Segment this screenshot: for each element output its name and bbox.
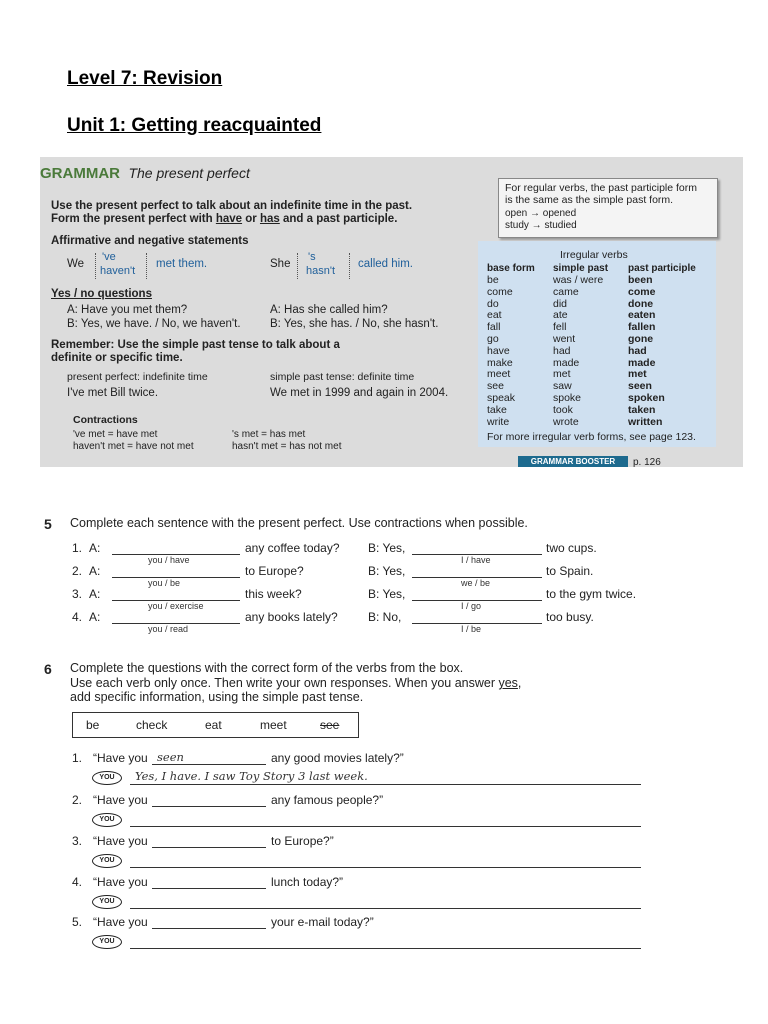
ex6-instruction-1: Complete the questions with the correct form of the verbs from the box. (70, 661, 464, 675)
we-label: We (67, 258, 85, 270)
you-badge: YOU (92, 935, 122, 949)
sentence-a-end: this week? (245, 587, 302, 601)
irr-base-form: do (487, 297, 499, 310)
irr-past-participle: gone (628, 332, 654, 345)
verb-blank[interactable] (152, 847, 266, 848)
contractions-heading: Contractions (73, 414, 138, 426)
question-start: “Have you (93, 875, 148, 889)
irr-simple-past: was / were (553, 274, 604, 286)
q2-a: A: Has she called him? (270, 304, 388, 316)
remember-2: definite or specific time. (51, 352, 183, 364)
irr-header-pp: past participle (628, 263, 696, 274)
item-number: 4. (72, 610, 83, 624)
verb-hint-a: you / be (148, 578, 181, 588)
speaker-a: A: (89, 564, 101, 578)
verb-blank[interactable] (152, 928, 266, 929)
q1-a: A: Have you met them? (67, 304, 188, 316)
ex6-number: 6 (44, 661, 52, 677)
irr-base-form: meet (487, 368, 511, 381)
irr-past-participle: been (628, 274, 653, 286)
written-response: Yes, I have. I saw Toy Story 3 last week. (135, 769, 368, 783)
item-number: 1. (72, 541, 83, 555)
irr-base-column (487, 275, 515, 428)
sentence-a-end: to Europe? (245, 564, 304, 578)
irr-base-form: make (487, 356, 513, 369)
sentence-a-end: any books lately? (245, 610, 338, 624)
ex6-instruction-3: add specific information, using the simple past tense. (70, 690, 364, 704)
question-end: to Europe?” (271, 834, 334, 848)
irr-past-participle: seen (628, 380, 652, 393)
filled-verb: seen (157, 750, 184, 764)
sentence-a-end: any coffee today? (245, 541, 340, 555)
irr-past-participle: done (628, 297, 654, 310)
you-badge: YOU (92, 854, 122, 868)
question-end: lunch today?” (271, 875, 344, 889)
irr-past-participle: made (628, 356, 656, 369)
contraction-1: 've met = have met (73, 429, 158, 440)
remember-1: Remember: Use the simple past tense to talk about a (51, 339, 340, 351)
irr-simple-past: made (553, 356, 580, 369)
irr-simple-past: saw (553, 380, 572, 393)
irr-base-form: go (487, 332, 499, 345)
irr-simple-past: spoke (553, 391, 582, 404)
booster-page: p. 126 (633, 457, 661, 468)
ex5-number: 5 (44, 516, 52, 532)
question-start: “Have you (93, 834, 148, 848)
irr-past-participle: spoken (628, 391, 665, 404)
question-start: “Have you (93, 751, 148, 765)
verb-blank[interactable] (152, 888, 266, 889)
item-number: 2. (72, 793, 83, 807)
irr-base-form: fall (487, 321, 501, 334)
irr-simple-past: fell (553, 321, 567, 334)
speaker-b: B: Yes, (368, 564, 406, 578)
regular-note-1: For regular verbs, the past participle form (505, 182, 697, 194)
regular-example-2: study → studied (505, 220, 577, 231)
irr-past-column (553, 275, 603, 428)
item-number: 5. (72, 915, 83, 929)
question-end: any good movies lately?” (271, 751, 404, 765)
item-number: 3. (72, 587, 83, 601)
irr-simple-past: ate (553, 309, 568, 322)
sp-example: We met in 1999 and again in 2004. (270, 387, 449, 399)
contraction-3: 's met = has met (232, 429, 306, 440)
item-number: 4. (72, 875, 83, 889)
contraction-2: haven't met = have not met (73, 441, 194, 452)
irr-simple-past: went (553, 332, 576, 345)
yes-no-heading: Yes / no questions (51, 288, 152, 300)
q2-b: B: Yes, she has. / No, she hasn't. (270, 318, 439, 330)
irregular-heading: Irregular verbs (560, 249, 628, 261)
ve-label: 've (102, 251, 116, 263)
pp-example: I've met Bill twice. (67, 387, 159, 399)
verb-check: check (136, 718, 168, 732)
question-end: any famous people?” (271, 793, 384, 807)
unit-title: Unit 1: Getting reacquainted (67, 115, 322, 136)
response-line[interactable] (130, 784, 641, 785)
grammar-intro-1: Use the present perfect to talk about an indefinite time in the past. (51, 200, 413, 212)
irr-simple-past: did (553, 297, 568, 310)
irr-base-form: come (487, 285, 513, 298)
question-start: “Have you (93, 915, 148, 929)
havent-label: haven't (100, 265, 136, 277)
irr-past-participle: fallen (628, 321, 656, 334)
contraction-4: hasn't met = has not met (232, 441, 342, 452)
irr-past-participle: had (628, 344, 647, 357)
sentence-b-end: to Spain. (546, 564, 594, 578)
regular-note-2: is the same as the simple past form. (505, 194, 674, 206)
q1-b: B: Yes, we have. / No, we haven't. (67, 318, 241, 330)
divider (349, 253, 350, 279)
verb-hint-b: I / be (461, 624, 482, 634)
irr-simple-past: had (553, 344, 571, 357)
irr-simple-past: came (553, 285, 579, 298)
verb-blank[interactable] (152, 764, 266, 765)
verb-hint-a: you / read (148, 624, 189, 634)
grammar-intro-2: Form the present perfect with have or has and a past participle. (51, 213, 398, 225)
ex5-instruction: Complete each sentence with the present perfect. Use contractions when possible. (70, 516, 528, 530)
speaker-b: B: Yes, (368, 587, 406, 601)
met-them: met them. (156, 258, 208, 270)
verb-see: see (320, 718, 340, 732)
verb-hint-b: I / have (461, 555, 491, 565)
irr-past-participle: met (628, 368, 647, 381)
item-number: 1. (72, 751, 83, 765)
irr-pp-column (628, 275, 665, 428)
grammar-booster-tab: GRAMMAR BOOSTER (518, 456, 628, 467)
verb-be: be (86, 718, 100, 732)
pp-label: present perfect: indefinite time (67, 371, 208, 383)
you-badge: YOU (92, 771, 122, 785)
level-title: Level 7: Revision (67, 68, 223, 89)
verb-hint-b: I / go (461, 601, 482, 611)
verb-hint-b: we / be (461, 578, 491, 588)
regular-example-1: open → opened (505, 208, 577, 219)
irr-past-participle: come (628, 285, 656, 298)
response-line[interactable] (130, 908, 641, 909)
irr-base-form: speak (487, 391, 516, 404)
sentence-b-end: two cups. (546, 541, 597, 555)
irr-header-base: base form (487, 263, 535, 274)
s-label: 's (308, 251, 316, 263)
verb-eat: eat (205, 718, 222, 732)
question-end: your e-mail today?” (271, 915, 374, 929)
irr-base-form: see (487, 380, 504, 393)
aff-neg-heading: Affirmative and negative statements (51, 235, 249, 247)
speaker-a: A: (89, 610, 101, 624)
response-line[interactable] (130, 867, 641, 868)
verb-hint-a: you / exercise (148, 601, 204, 611)
speaker-b: B: No, (368, 610, 402, 624)
sentence-b-end: to the gym twice. (546, 587, 637, 601)
speaker-a: A: (89, 541, 101, 555)
irr-footer: For more irregular verb forms, see page 123. (487, 431, 696, 443)
irr-past-participle: written (628, 415, 663, 428)
irr-base-form: take (487, 403, 507, 416)
she-label: She (270, 258, 291, 270)
irr-simple-past: wrote (553, 415, 579, 428)
question-start: “Have you (93, 793, 148, 807)
ex6-instruction-2: Use each verb only once. Then write your own responses. When you answer yes, (70, 676, 522, 690)
speaker-b: B: Yes, (368, 541, 406, 555)
sentence-b-end: too busy. (546, 610, 594, 624)
item-number: 2. (72, 564, 83, 578)
hasnt-label: hasn't (306, 265, 336, 277)
irr-simple-past: took (553, 403, 573, 416)
response-line[interactable] (130, 948, 641, 949)
speaker-a: A: (89, 587, 101, 601)
sp-label: simple past tense: definite time (270, 371, 415, 383)
grammar-heading: GRAMMAR The present perfect (40, 165, 250, 182)
called-him: called him. (358, 258, 413, 270)
you-badge: YOU (92, 895, 122, 909)
irr-simple-past: met (553, 368, 571, 381)
item-number: 3. (72, 834, 83, 848)
you-badge: YOU (92, 813, 122, 827)
irr-base-form: have (487, 344, 510, 357)
divider (297, 253, 298, 279)
irr-past-participle: eaten (628, 309, 656, 322)
irr-base-form: be (487, 274, 499, 286)
divider (95, 253, 96, 279)
irr-past-participle: taken (628, 403, 656, 416)
verb-hint-a: you / have (148, 555, 190, 565)
verb-meet: meet (260, 718, 287, 732)
irr-base-form: write (487, 415, 510, 428)
verb-blank[interactable] (152, 806, 266, 807)
irr-header-past: simple past (553, 263, 609, 274)
irr-base-form: eat (487, 309, 502, 322)
divider (146, 253, 147, 279)
response-line[interactable] (130, 826, 641, 827)
